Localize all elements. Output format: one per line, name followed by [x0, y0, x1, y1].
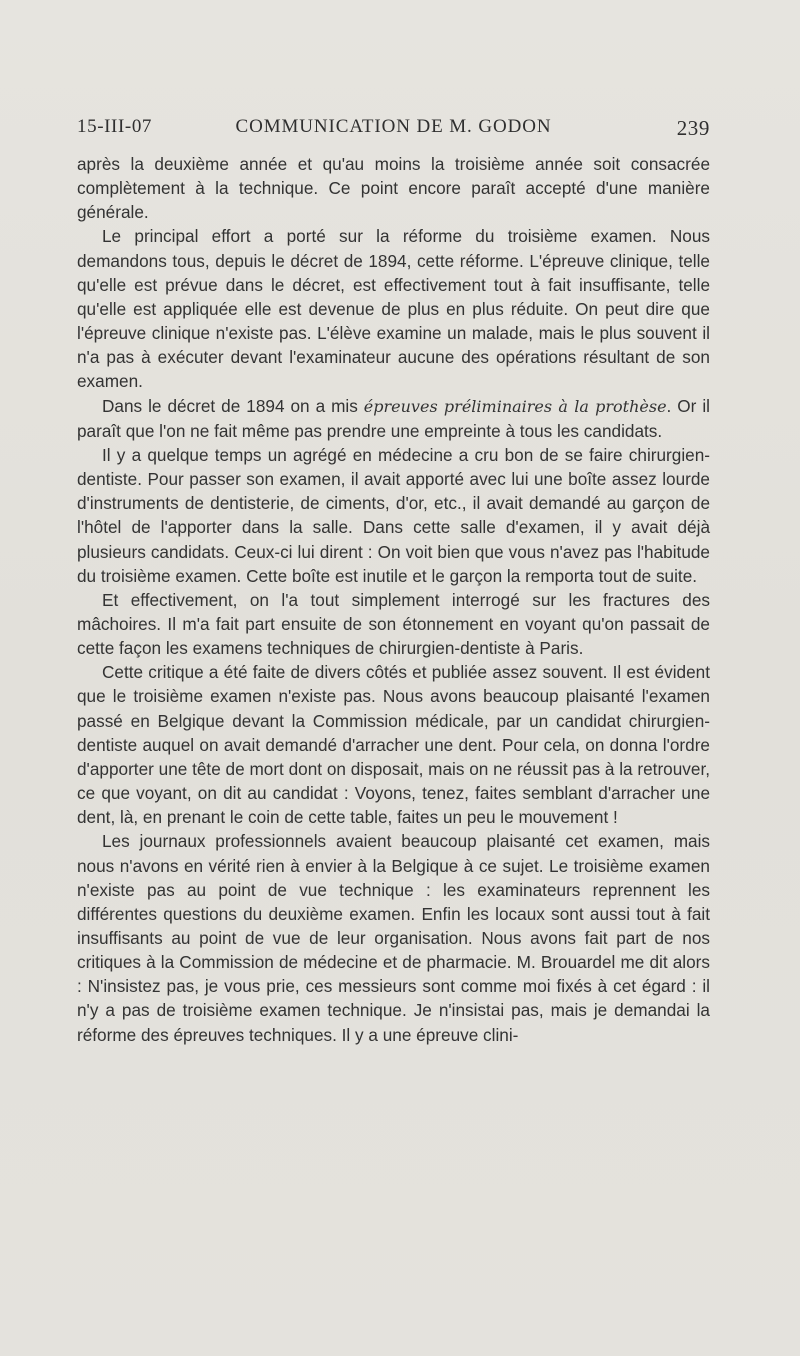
page-number: 239 [676, 116, 710, 140]
paragraph: Le principal effort a porté sur la réforme du troisième examen. Nous demandons tous, depuis le décret de 1894, cette réforme. L'épreuve clinique, telle qu'elle est prévue dans le décret, est effectivement tout à fait insuffisante, telle qu'elle est appliquée elle est devenue de plus en plus réduite. On peut dire que l'épreuve clinique n'existe pas. L'élève examine un malade, mais le plus souvent il n'a pas à exécuter devant l'examinateur aucune des opérations résultant de son examen. [77, 226, 710, 392]
paragraph-text: . Or il paraît que l'on ne fait même pas prendre une empreinte à tous les candidats. [77, 395, 710, 441]
running-title: COMMUNICATION DE M. GODON [235, 116, 552, 137]
body-text [77, 152, 710, 1047]
paragraph: Et effectivement, on l'a tout simplement interrogé sur les fractures des mâchoires. Il m'a fait part ensuite de son étonnement en voyant qu'on passait de cette façon les examens techniques de chirurgien-dentiste à Paris. [77, 589, 710, 659]
italic-phrase: épreuves préliminaires à la prothèse [363, 396, 667, 416]
session-date: 15-III-07 [77, 116, 153, 137]
paragraph [77, 394, 710, 443]
running-header [77, 116, 710, 142]
paragraph-text: Dans le décret de 1894 on a mis [102, 395, 364, 416]
paragraph: Il y a quelque temps un agrégé en médecine a cru bon de se faire chirurgien-dentiste. Pour passer son examen, il avait apporté avec lui une boîte assez lourde d'instruments de dentisterie, de ciments, d'or, etc., il avait demandé au garçon de l'hôtel de l'apporter dans la salle. Dans cette salle d'examen, il y avait déjà plusieurs candidats. Ceux-ci lui dirent : On voit bien que vous n'avez pas l'habitude du troisième examen. Cette boîte est inutile et le garçon la remporta tout de suite. [77, 444, 710, 586]
paragraph: Cette critique a été faite de divers côtés et publiée assez souvent. Il est évident que le troisième examen n'existe pas. Nous avons beaucoup plaisanté l'examen passé en Belgique devant la Commission médicale, par un candidat chirurgien-dentiste auquel on avait demandé d'arracher une dent. Pour cela, on donna l'ordre d'apporter une tête de mort dont on disposait, mais on ne réussit pas à la retrouver, ce que voyant, on dit au candidat : Voyons, tenez, faites semblant d'arracher une dent, là, en prenant le coin de cette table, faites un peu le mouvement ! [77, 662, 710, 828]
paragraph: Les journaux professionnels avaient beaucoup plaisanté cet examen, mais nous n'avons en vérité rien à envier à la Belgique à ce sujet. Le troisième examen n'existe pas au point de vue technique : les examinateurs reprennent les différentes questions du deuxième examen. Enfin les locaux sont aussi tout à fait insuffisants au point de vue de leur organisation. Nous avons fait part de nos critiques à la Commission de médecine et de pharmacie. M. Brouardel me dit alors : N'insistez pas, je vous prie, ces messieurs sont comme moi fixés à cet égard : il n'y a pas de troisième examen technique. Je n'insistai pas, mais je demandai la réforme des épreuves techniques. Il y a une épreuve clini- [77, 831, 710, 1045]
paragraph-continuation: après la deuxième année et qu'au moins la troisième année soit consacrée complètement à la technique. Ce point encore paraît accepté d'une manière générale. [77, 154, 710, 223]
